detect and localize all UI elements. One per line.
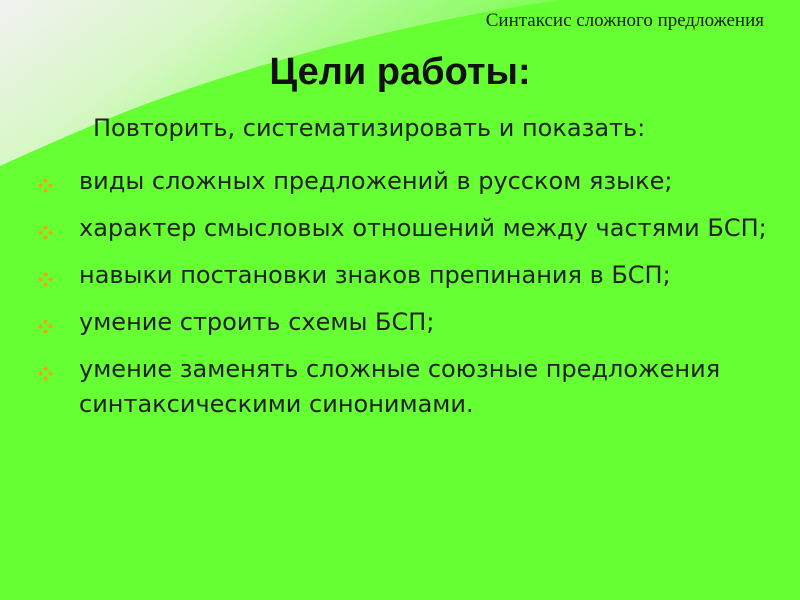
bullet-text: умение заменять сложные союзные предложения синтаксическими синонимами. bbox=[79, 355, 721, 418]
bullet-text: виды сложных предложений в русском языке; bbox=[79, 167, 673, 195]
bullet-item bbox=[38, 352, 778, 422]
four-diamond-bullet-icon bbox=[38, 225, 53, 240]
bullet-text: навыки постановки знаков препинания в БСП; bbox=[79, 261, 671, 289]
four-diamond-bullet-icon bbox=[38, 366, 53, 381]
bullet-item bbox=[38, 211, 778, 246]
four-diamond-bullet-icon bbox=[38, 272, 53, 287]
slide-header: Синтаксис сложного предложения bbox=[485, 10, 764, 31]
four-diamond-bullet-icon bbox=[38, 178, 53, 193]
bullet-item bbox=[38, 258, 778, 293]
four-diamond-bullet-icon bbox=[38, 319, 53, 334]
slide-subtitle: Повторить, систематизировать и показать: bbox=[93, 114, 646, 142]
bullet-item bbox=[38, 305, 778, 340]
bullet-item bbox=[38, 164, 778, 199]
slide-title: Цели работы: bbox=[269, 51, 531, 93]
bullet-list bbox=[38, 164, 778, 434]
bullet-text: характер смысловых отношений между частями БСП; bbox=[79, 214, 767, 242]
bullet-text: умение строить схемы БСП; bbox=[79, 308, 435, 336]
